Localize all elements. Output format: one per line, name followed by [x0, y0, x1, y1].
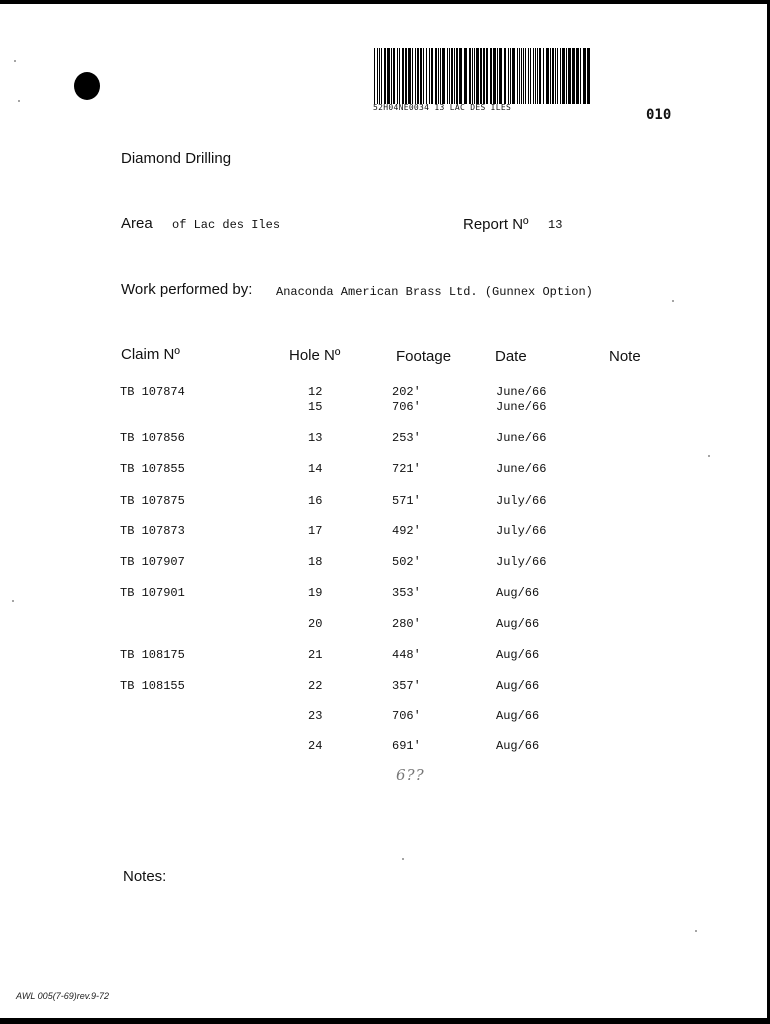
date: June/66: [496, 431, 547, 445]
footage: 357': [392, 679, 421, 693]
report-number: 13: [548, 218, 563, 232]
footage: 353': [392, 586, 421, 600]
table-row: [0, 494, 770, 524]
header-footage: Footage: [396, 348, 452, 365]
date: July/66: [496, 524, 547, 538]
hole-number: 17: [308, 524, 323, 538]
handwritten-total: 6??: [396, 766, 425, 784]
date: Aug/66: [496, 739, 540, 753]
claim-number: TB 108175: [120, 648, 185, 662]
hole-number: 15: [308, 400, 323, 414]
area-label: Area: [121, 215, 153, 232]
table-row: [0, 385, 770, 415]
report-label: Report Nº: [463, 216, 529, 233]
footage: 253': [392, 431, 421, 445]
header-note: Note: [609, 348, 641, 365]
footage: 706': [392, 400, 421, 414]
claim-number: TB 107875: [120, 494, 185, 508]
scan-speck: [402, 858, 404, 860]
work-performed-value: Anaconda American Brass Ltd. (Gunnex Option): [276, 285, 593, 299]
footage: 706': [392, 709, 421, 723]
claim-number: TB 107874: [120, 385, 185, 399]
hole-number: 18: [308, 555, 323, 569]
claim-number: TB 107873: [120, 524, 185, 538]
header-date: Date: [495, 348, 527, 365]
footage: 280': [392, 617, 421, 631]
table-row: [0, 462, 770, 492]
notes-label: Notes:: [123, 868, 167, 885]
date: June/66: [496, 462, 547, 476]
table-row: [0, 679, 770, 709]
table-row: [0, 739, 770, 769]
scan-speck: [14, 60, 16, 62]
footage: 448': [392, 648, 421, 662]
hole-number: 22: [308, 679, 323, 693]
table-row: [0, 555, 770, 585]
table-row: [0, 586, 770, 616]
scan-speck: [708, 455, 710, 457]
footage: 202': [392, 385, 421, 399]
claim-number: TB 107901: [120, 586, 185, 600]
header-hole: Hole Nº: [289, 347, 341, 364]
footage: 571': [392, 494, 421, 508]
document-title: Diamond Drilling: [121, 150, 232, 167]
date: Aug/66: [496, 617, 540, 631]
date: Aug/66: [496, 586, 540, 600]
scan-speck: [672, 300, 674, 302]
hole-number: 20: [308, 617, 323, 631]
hole-number: 19: [308, 586, 323, 600]
footage: 492': [392, 524, 421, 538]
table-row: [0, 431, 770, 461]
claim-number: TB 107907: [120, 555, 185, 569]
claim-number: TB 108155: [120, 679, 185, 693]
date: Aug/66: [496, 648, 540, 662]
hole-number: 13: [308, 431, 323, 445]
date: Aug/66: [496, 709, 540, 723]
claim-number: TB 107855: [120, 462, 185, 476]
hole-number: 21: [308, 648, 323, 662]
footage: 691': [392, 739, 421, 753]
scan-border-top: [0, 0, 770, 4]
date: July/66: [496, 494, 547, 508]
table-row: [0, 648, 770, 678]
hole-number: 24: [308, 739, 323, 753]
table-row: [0, 709, 770, 739]
table-row: [0, 617, 770, 647]
date: Aug/66: [496, 679, 540, 693]
barcode-caption: 52H04NE0034 13 LAC DES ILES: [373, 103, 512, 112]
work-performed-label: Work performed by:: [121, 281, 253, 298]
hole-number: 16: [308, 494, 323, 508]
table-row: [0, 524, 770, 554]
hole-number: 23: [308, 709, 323, 723]
scan-border-bottom: [0, 1018, 770, 1024]
hole-number: 14: [308, 462, 323, 476]
claim-number: TB 107856: [120, 431, 185, 445]
page-code: 010: [646, 107, 672, 123]
scan-speck: [18, 100, 20, 102]
form-identifier: AWL 005(7-69)rev.9-72: [16, 991, 110, 1001]
area-value: of Lac des Iles: [172, 218, 281, 232]
date: June/66: [496, 385, 547, 399]
header-claim: Claim Nº: [121, 346, 180, 363]
footage: 721': [392, 462, 421, 476]
punch-hole: [74, 72, 100, 100]
date: July/66: [496, 555, 547, 569]
scan-speck: [695, 930, 697, 932]
scan-speck: [12, 600, 14, 602]
footage: 502': [392, 555, 421, 569]
barcode: [374, 48, 592, 104]
date: June/66: [496, 400, 547, 414]
hole-number: 12: [308, 385, 323, 399]
